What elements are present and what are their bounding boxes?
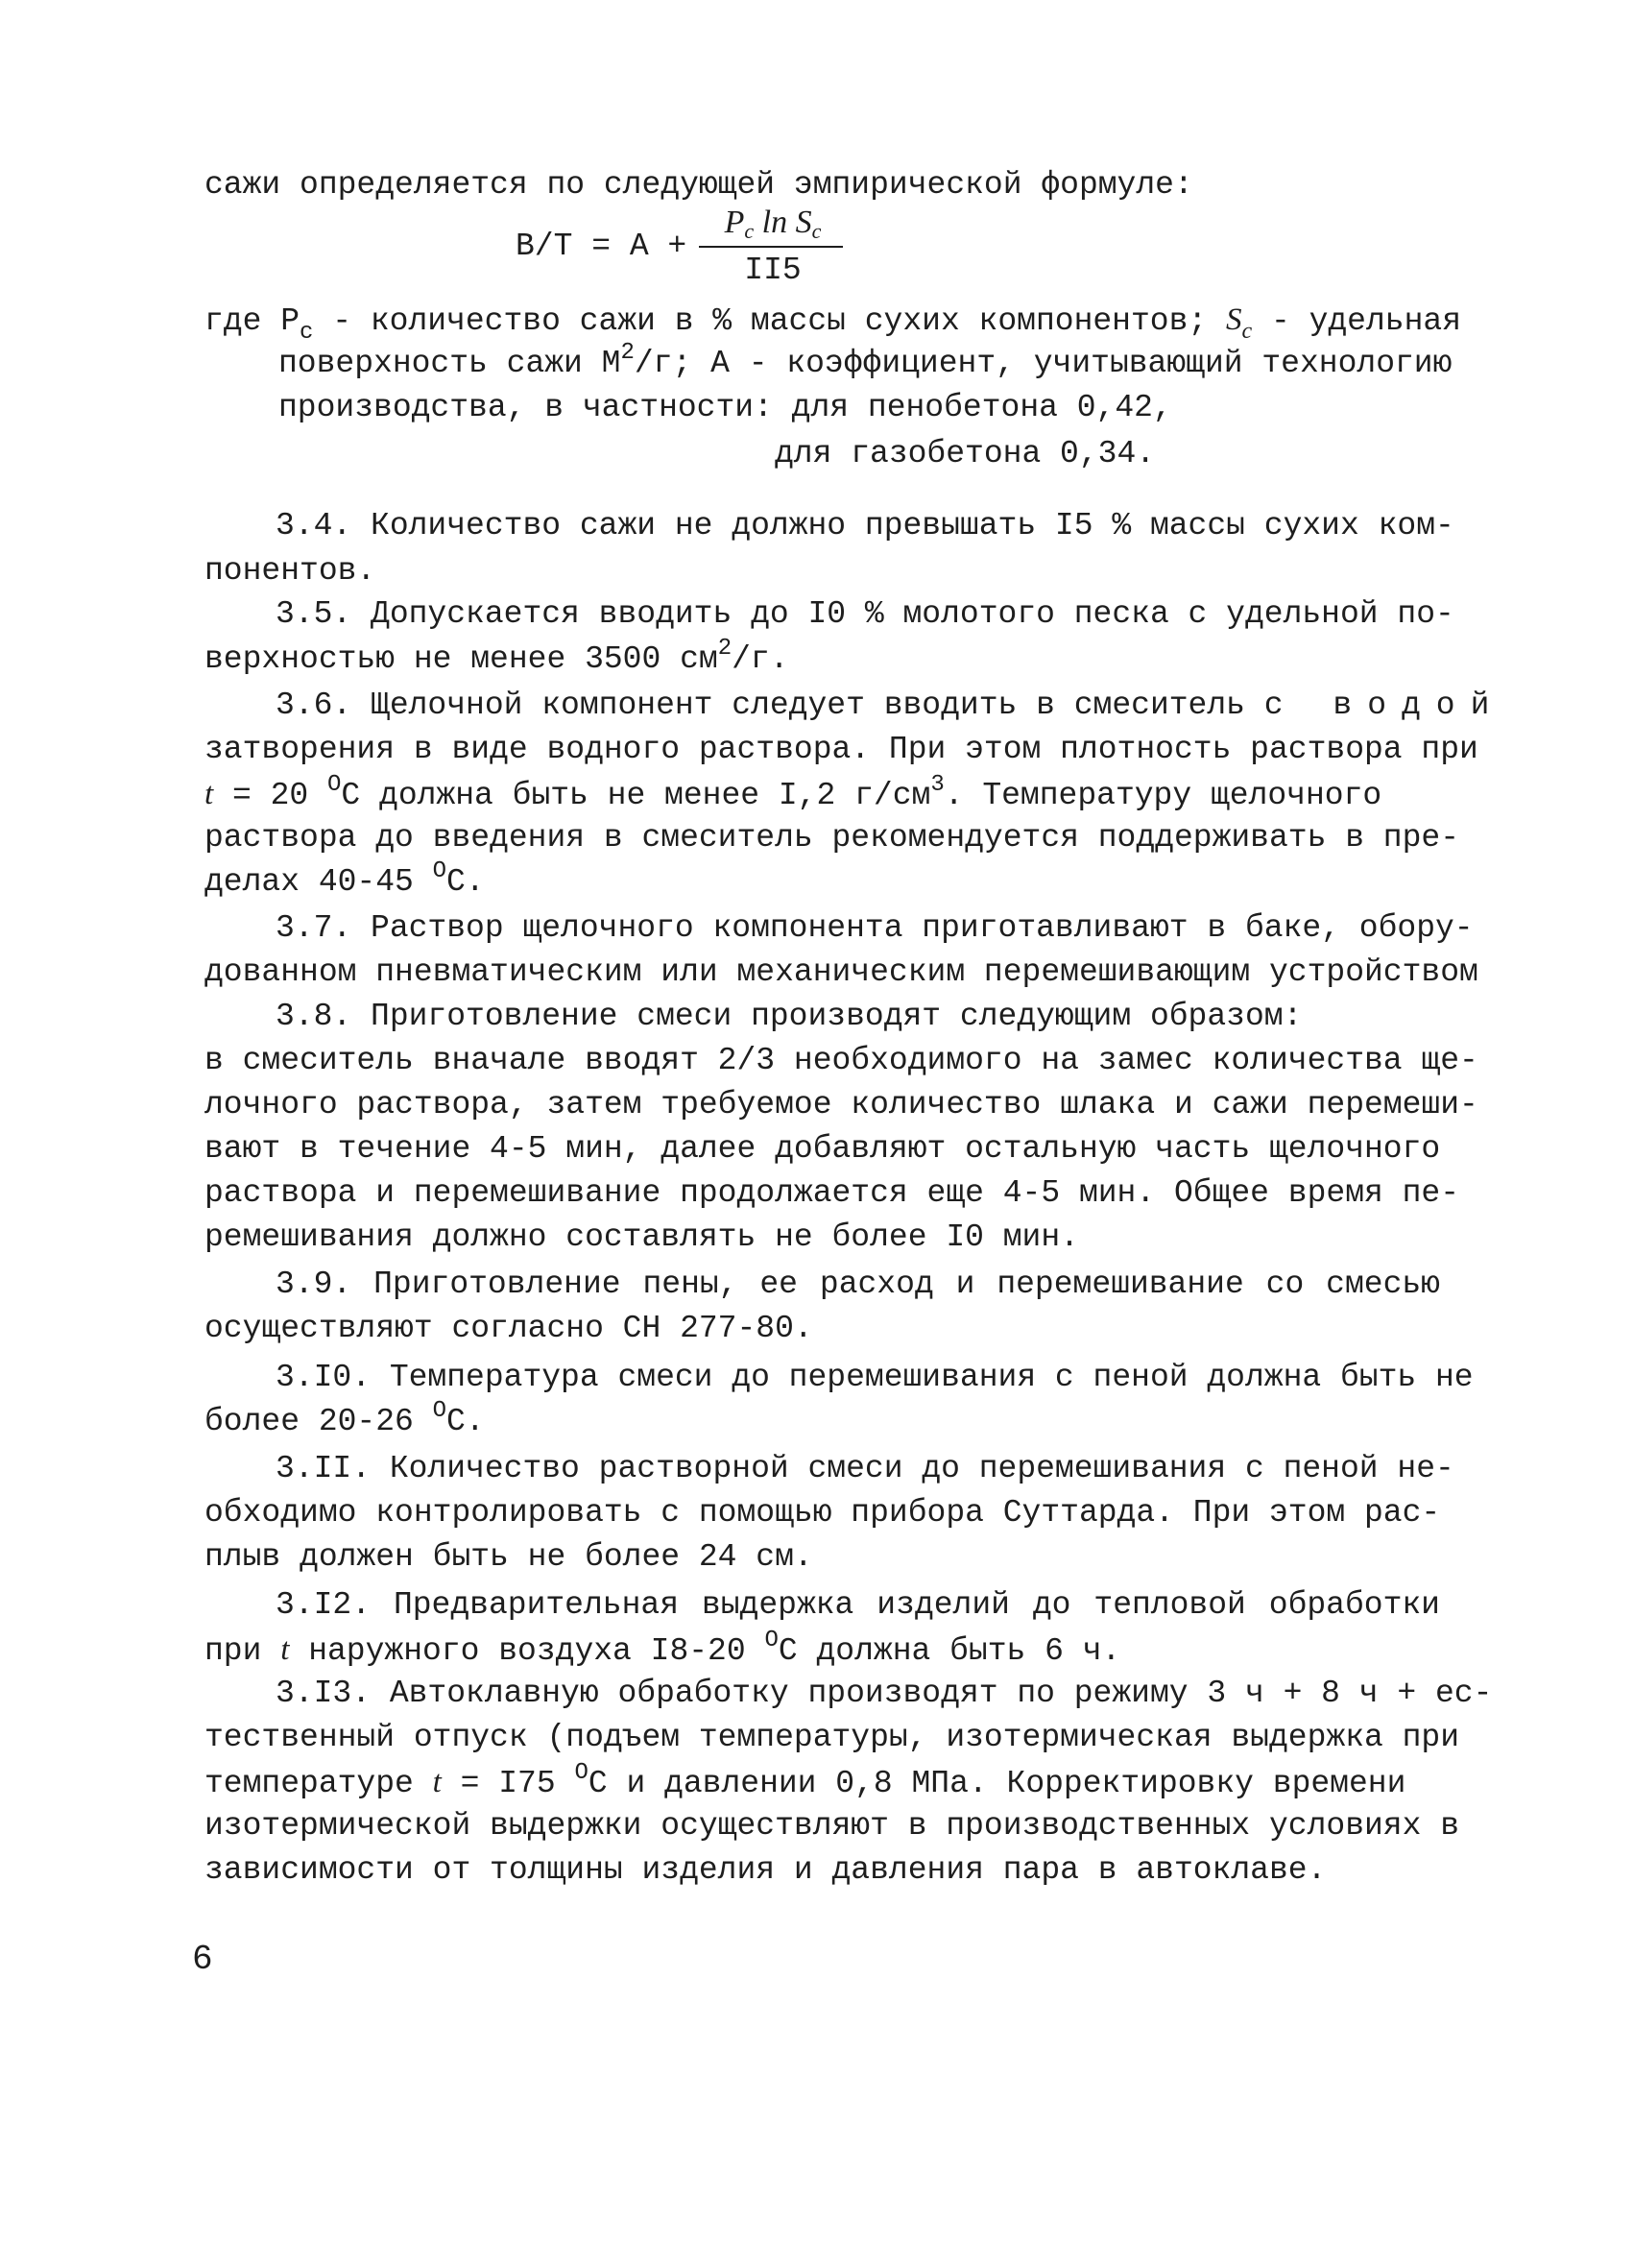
para-3-10-line-2: более 20-26 $^О$С. (204, 1398, 485, 1439)
formula-numerator: Pc ln Sc (724, 205, 822, 243)
para-3-8-line-3: лочного раствора, затем требуемое количество шлака и сажи перемеши- (204, 1087, 1478, 1122)
para-3-6-line-3: t = 20 $^О$С должна быть не менее I,2 $г/см^3$. Температуру щелочного (204, 772, 1382, 813)
para-3-9-line-1: 3.9. Приготовление пены, ее расход и перемешивание со смесью (276, 1267, 1440, 1302)
para-3-13-line-4: изотермической выдержки осуществляют в производственных условиях в (204, 1808, 1460, 1844)
para-3-6-line-5: делах 40-45 $^О$С. (204, 858, 485, 900)
para-3-8-line-5: раствора и перемешивание продолжается еще 4-5 мин. Общее время пе- (204, 1175, 1460, 1211)
para-3-6-line-4: раствора до введения в смеситель рекомендуется поддерживать в пре- (204, 820, 1460, 856)
para-3-11-line-2: обходимо контролировать с помощью прибора Суттарда. При этом рас- (204, 1495, 1441, 1531)
para-3-8-line-4: вают в течение 4-5 мин, далее добавляют остальную часть щелочного (204, 1131, 1441, 1167)
para-3-12-line-1: 3.I2. Предварительная выдержка изделий до тепловой обработки (276, 1587, 1440, 1623)
where-line-2: поверхность сажи $М^2/г$; А - коэффициент, учитывающий технологию (278, 340, 1453, 381)
para-3-8-line-2: в смеситель вначале вводят 2/3 необходимого на замес количества ще- (204, 1043, 1478, 1078)
where-line-1: где $Р_с$ - количество сажи в % массы сухих компонентов; $S_c$ - удельная (204, 302, 1461, 346)
para-3-8-line-6: ремешивания должно составлять не более I0 мин. (204, 1219, 1079, 1255)
para-3-7-line-1: 3.7. Раствор щелочного компонента приготавливают в баке, обору- (276, 910, 1474, 946)
para-3-11-line-1: 3.II. Количество растворной смеси до перемешивания с пеной не- (276, 1451, 1454, 1486)
formula-denominator: II5 (744, 253, 802, 288)
where-line-4: для газобетона 0,34. (775, 436, 1156, 471)
where-line-3: производства, в частности: для пенобетона 0,42, (278, 390, 1172, 425)
para-3-11-line-3: плыв должен быть не более 24 см. (204, 1539, 813, 1575)
fraction-bar (699, 246, 843, 248)
para-3-13-line-3: температуре t = I75 $^О$С и давлении 0,8 МПа. Корректировку времени (204, 1760, 1406, 1801)
page-number: 6 (192, 1940, 213, 1979)
para-3-5-line-1: 3.5. Допускается вводить до I0 % молотого песка с удельной по- (276, 596, 1454, 632)
para-3-13-line-1: 3.I3. Автоклавную обработку производят по режиму 3 ч + 8 ч + ес- (276, 1676, 1493, 1711)
para-3-9-line-2: осуществляют согласно СН 277-80. (204, 1311, 813, 1346)
para-3-13-line-5: зависимости от толщины изделия и давления пара в автоклаве. (204, 1852, 1327, 1888)
formula-lhs: В/Т = А + (516, 229, 687, 264)
intro-line: сажи определяется по следующей эмпирической формуле: (204, 167, 1193, 203)
para-3-10-line-1: 3.I0. Температура смеси до перемешивания с пеной должна быть не (276, 1360, 1474, 1395)
para-3-4-line-1: 3.4. Количество сажи не должно превышать I5 % массы сухих ком- (276, 508, 1454, 543)
para-3-6-line-1: 3.6. Щелочной компонент следует вводить в смеситель с водой (276, 688, 1505, 723)
para-3-13-line-2: тественный отпуск (подъем температуры, изотермическая выдержка при (204, 1720, 1460, 1755)
para-3-8-line-1: 3.8. Приготовление смеси производят следующим образом: (276, 999, 1303, 1034)
para-3-12-line-2: при t наружного воздуха I8-20 $^О$С должна быть 6 ч. (204, 1628, 1121, 1669)
para-3-6-line-2: затворения в виде водного раствора. При этом плотность раствора при (204, 732, 1478, 767)
para-3-5-line-2: верхностью не менее 3500 $см^2/г$. (204, 636, 789, 677)
para-3-4-line-2: понентов. (204, 553, 376, 589)
para-3-7-line-2: дованном пневматическим или механическим перемешивающим устройством (204, 954, 1478, 990)
